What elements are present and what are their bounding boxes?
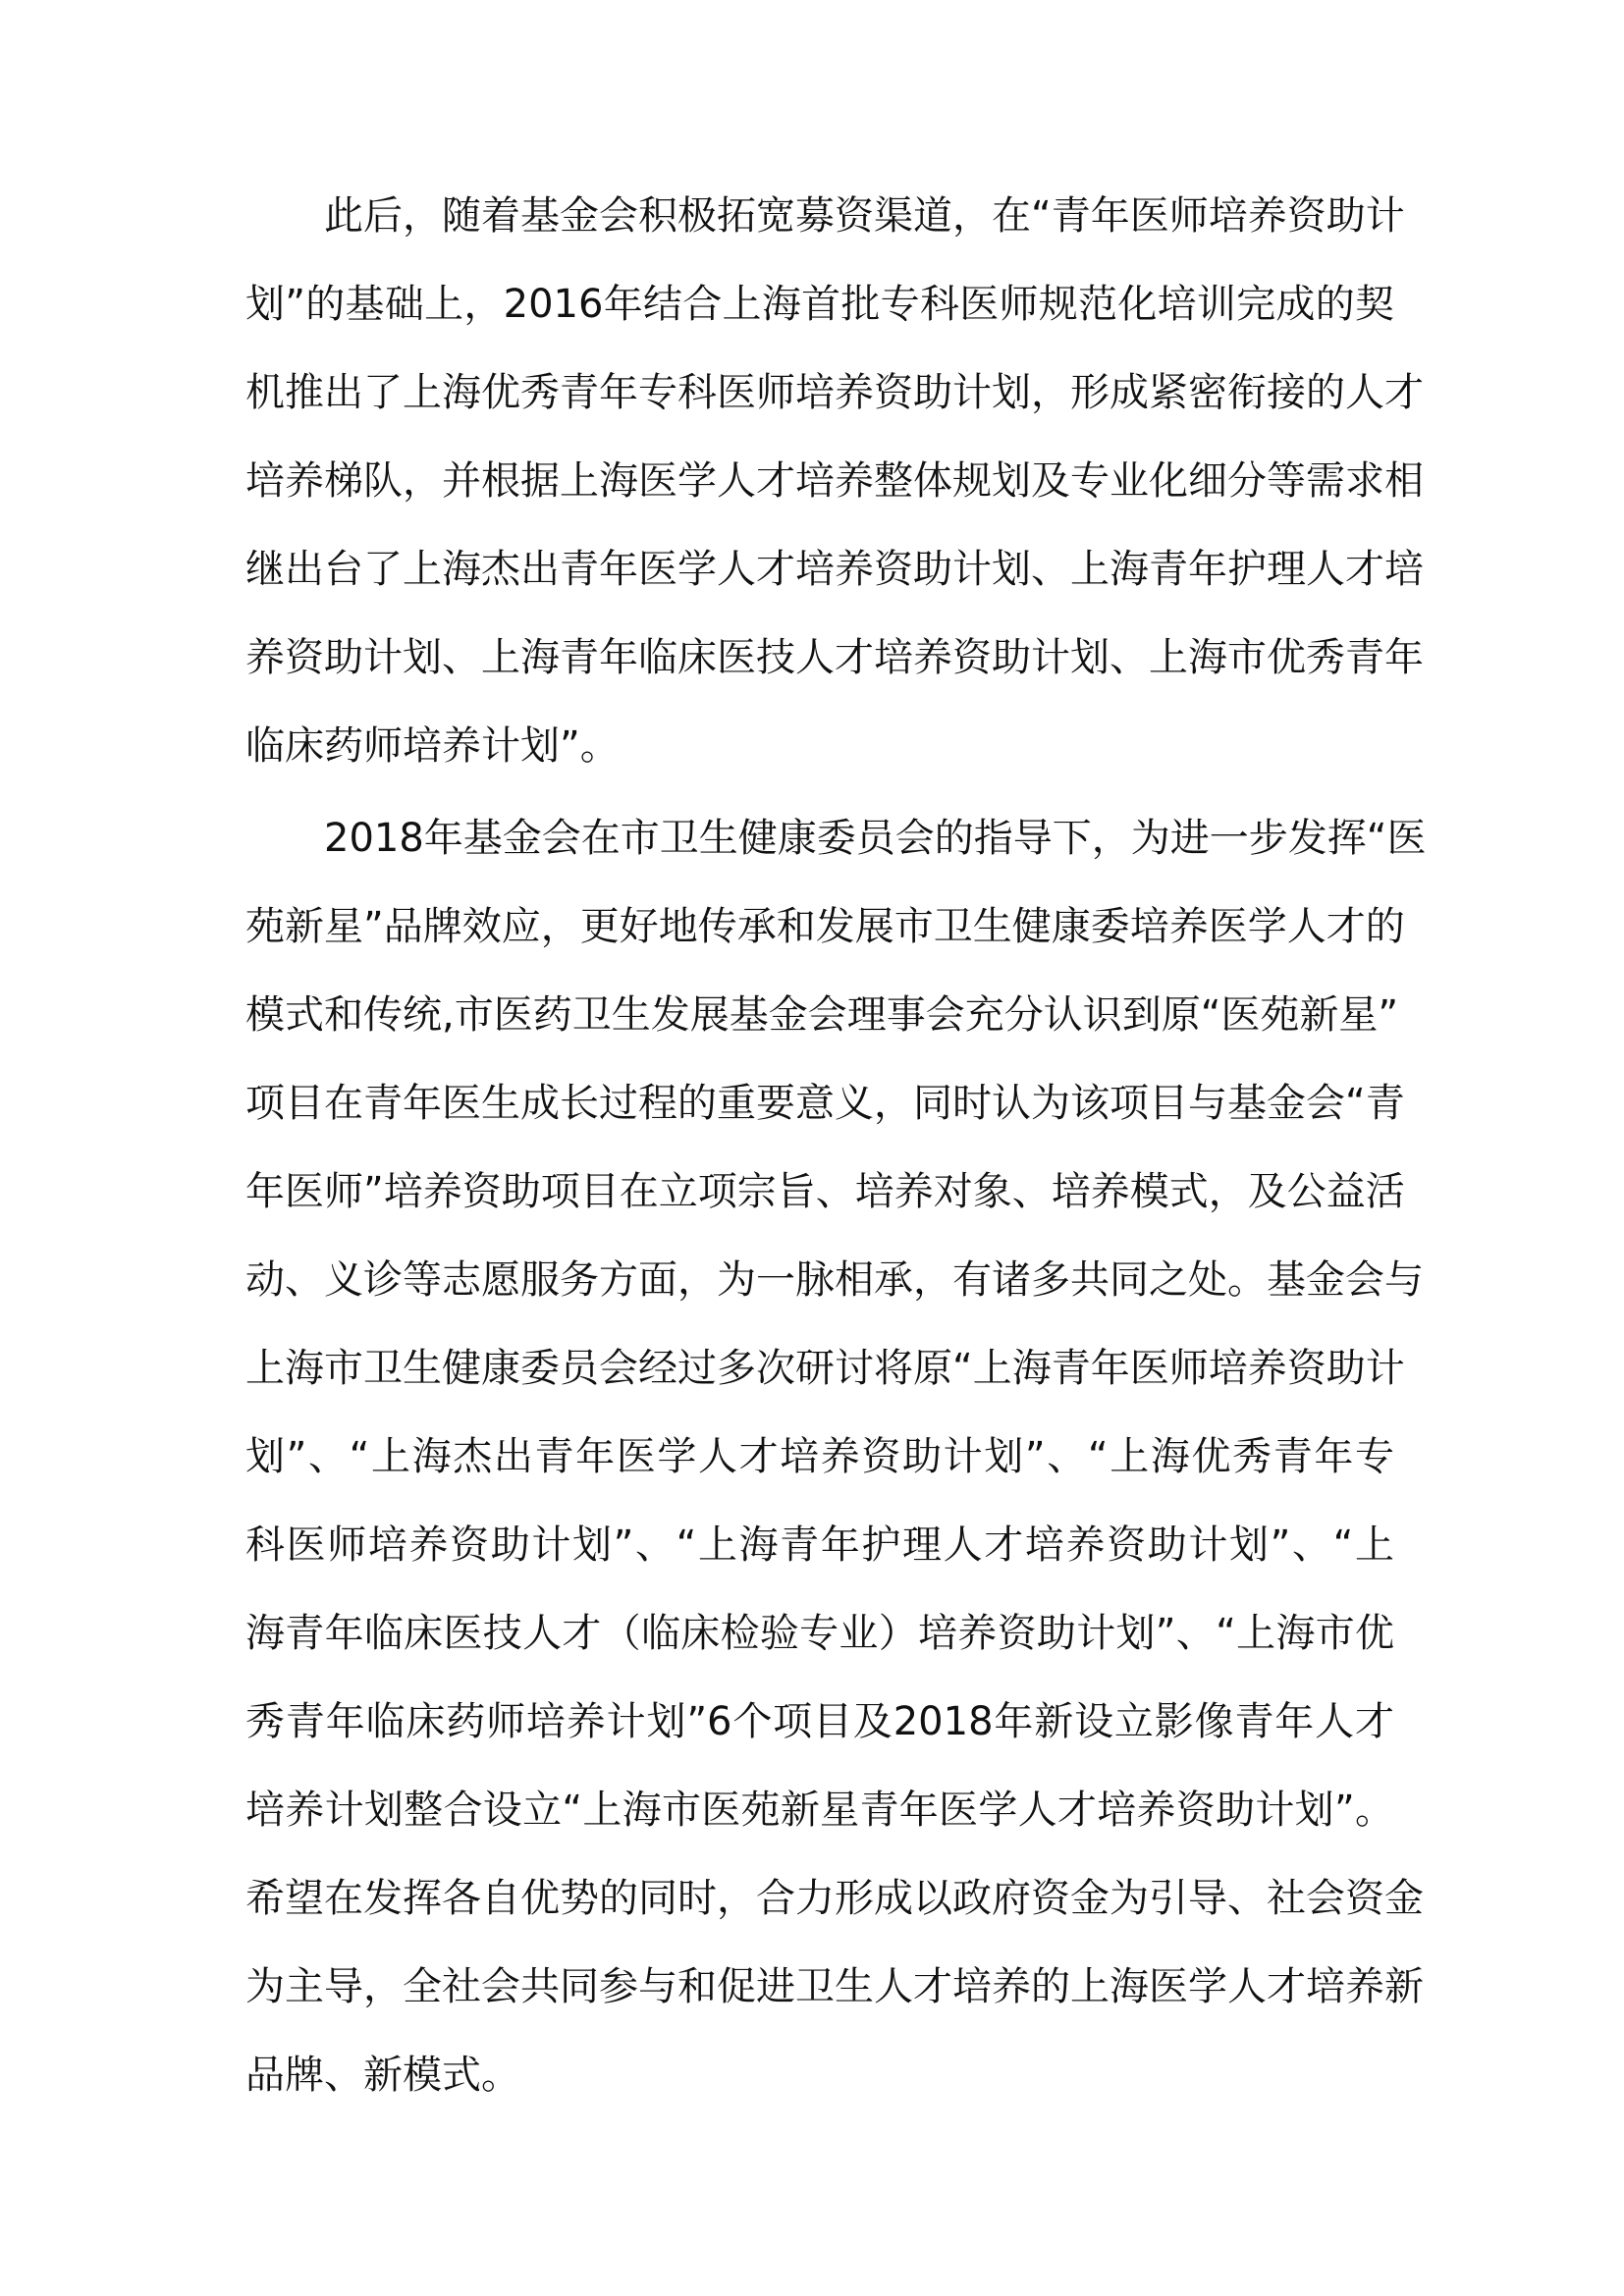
paragraph-line: 科医师培养资助计划”、“上海青年护理人才培养资助计划”、“上 [245,1522,1394,1568]
paragraph-line: 培养计划整合设立“上海市医苑新星青年医学人才培养资助计划”。 [245,1788,1394,1833]
paragraph-line: 上海市卫生健康委员会经过多次研讨将原“上海青年医师培养资助计 [245,1346,1405,1391]
paragraph-line: 继出台了上海杰出青年医学人才培养资助计划、上海青年护理人才培 [245,547,1424,592]
paragraph-line: 模式和传统,市医药卫生发展基金会理事会充分认识到原“医苑新星” [245,992,1399,1038]
paragraph-1 [245,185,1424,803]
paragraph-line: 项目在青年医生成长过程的重要意义，同时认为该项目与基金会“青 [245,1081,1405,1126]
paragraph-line: 此后，随着基金会积极拓宽募资渠道，在“青年医师培养资助计 [324,193,1405,239]
paragraph-line: 品牌、新模式。 [245,2053,520,2098]
paragraph-line: 2018年基金会在市卫生健康委员会的指导下，为进一步发挥“医 [324,816,1427,861]
paragraph-line: 培养梯队，并根据上海医学人才培养整体规划及专业化细分等需求相 [245,458,1424,504]
paragraph-line: 临床药师培养计划”。 [245,723,620,769]
paragraph-line: 秀青年临床药师培养计划”6个项目及2018年新设立影像青年人才 [245,1699,1394,1744]
paragraph-line: 海青年临床医技人才（临床检验专业）培养资助计划”、“上海市优 [245,1611,1394,1656]
paragraph-line: 划”、“上海杰出青年医学人才培养资助计划”、“上海优秀青年专 [245,1434,1394,1479]
paragraph-2 [245,807,1427,2132]
paragraph-line: 养资助计划、上海青年临床医技人才培养资助计划、上海市优秀青年 [245,635,1424,680]
paragraph-line: 动、义诊等志愿服务方面，为一脉相承，有诸多共同之处。基金会与 [245,1257,1424,1303]
paragraph-line: 年医师”培养资助项目在立项宗旨、培养对象、培养模式，及公益活 [245,1169,1405,1214]
paragraph-line: 为主导，全社会共同参与和促进卫生人才培养的上海医学人才培养新 [245,1964,1424,2009]
body-text [245,185,1427,2132]
paragraph-line: 机推出了上海优秀青年专科医师培养资助计划，形成紧密衔接的人才 [245,370,1424,415]
paragraph-line: 划”的基础上，2016年结合上海首批专科医师规范化培训完成的契 [245,282,1394,327]
paragraph-line: 希望在发挥各自优势的同时，合力形成以政府资金为引导、社会资金 [245,1876,1424,1921]
paragraph-line: 苑新星”品牌效应，更好地传承和发展市卫生健康委培养医学人才的 [245,904,1405,949]
